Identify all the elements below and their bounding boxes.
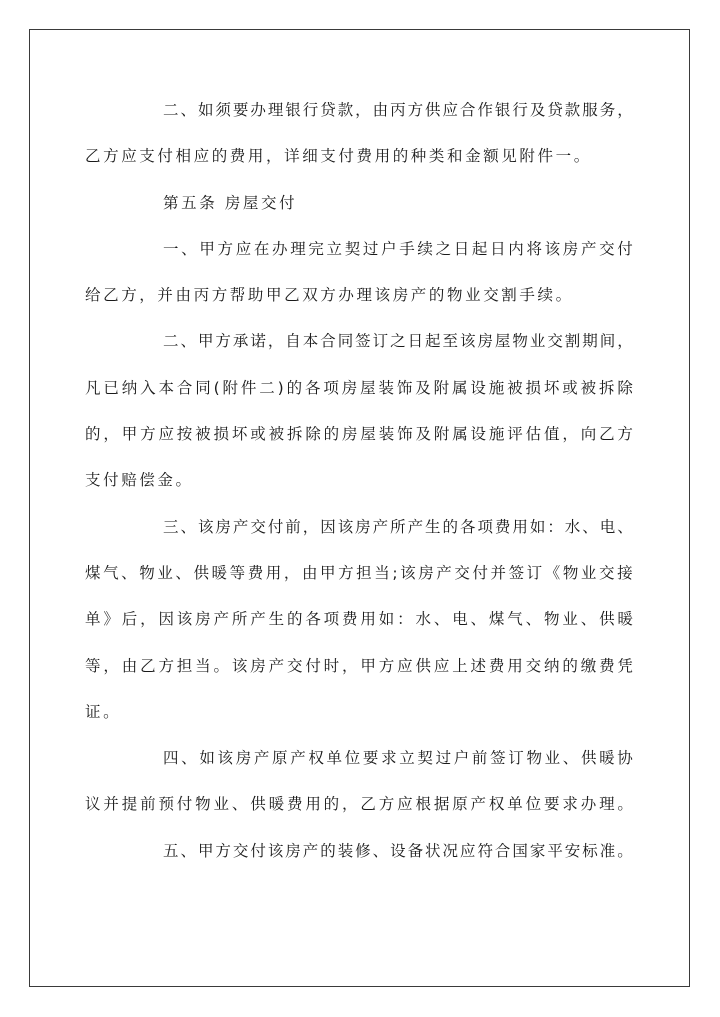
paragraph-line: 等 ， 由 乙 方 担 当 。 该 房 产 交 付 时 ， 甲 方 应 供 应 上 述 费 用 交 纳 的 缴 费 凭: [85, 656, 633, 675]
paragraph-line: 支付赔偿金。: [85, 471, 194, 490]
paragraph-line: 煤 气 、 物 业 、 供 暖 等 费 用 ， 由 甲 方 担 当 ; 该 房 产 交 付 并 签 订 《 物 业 交 接: [85, 563, 633, 582]
paragraph-line: 一 、 甲 方 应 在 办 理 完 立 契 过 户 手 续 之 日 起 日 内 将 该 房 产 交 付: [163, 239, 633, 258]
paragraph-line: 给乙方，并由丙方帮助甲乙双方办理该房产的物业交割手续。: [85, 286, 574, 305]
section-heading: 第五条 房屋交付: [163, 193, 298, 212]
paragraph-line: 三 、 该 房 产 交 付 前 ， 因 该 房 产 所 产 生 的 各 项 费 用 如 ： 水 、 电 、: [163, 517, 633, 536]
paragraph-line: 二 、 甲 方 承 诺 ， 自 本 合 同 签 订 之 日 起 至 该 房 屋 物 业 交 割 期 间 ，: [163, 332, 633, 351]
paragraph-line: 议 并 提 前 预 付 物 业 、 供 暖 费 用 的 ， 乙 方 应 根 据 原 产 权 单 位 要 求 办 理 。: [85, 795, 633, 814]
paragraph-line: 二 、 如 须 要 办 理 银 行 贷 款 ， 由 丙 方 供 应 合 作 银 行 及 贷 款 服 务 ，: [163, 101, 633, 119]
paragraph-line: 证。: [85, 702, 122, 721]
paragraph-line: 单 》 后 ， 因 该 房 产 所 产 生 的 各 项 费 用 如 ： 水 、 电 、 煤 气 、 物 业 、 供 暖: [85, 610, 633, 629]
paragraph-line: 凡 已 纳 入 本 合 同 ( 附 件 二 ) 的 各 项 房 屋 装 饰 及 附 属 设 施 被 损 坏 或 被 拆 除: [85, 378, 633, 397]
paragraph-line: 四 、 如 该 房 产 原 产 权 单 位 要 求 立 契 过 户 前 签 订 物 业 、 供 暖 协: [163, 749, 633, 768]
paragraph-line: 的 ， 甲 方 应 按 被 损 坏 或 被 拆 除 的 房 屋 装 饰 及 附 属 设 施 评 估 值 ， 向 乙 方: [85, 425, 633, 444]
paragraph-line: 五 、 甲 方 交 付 该 房 产 的 装 修 、 设 备 状 况 应 符 合 国 家 平 安 标 准 。: [163, 841, 633, 860]
paragraph-line: 乙方应支付相应的费用，详细支付费用的种类和金额见附件一。: [85, 147, 592, 166]
document-body: [85, 95, 633, 882]
